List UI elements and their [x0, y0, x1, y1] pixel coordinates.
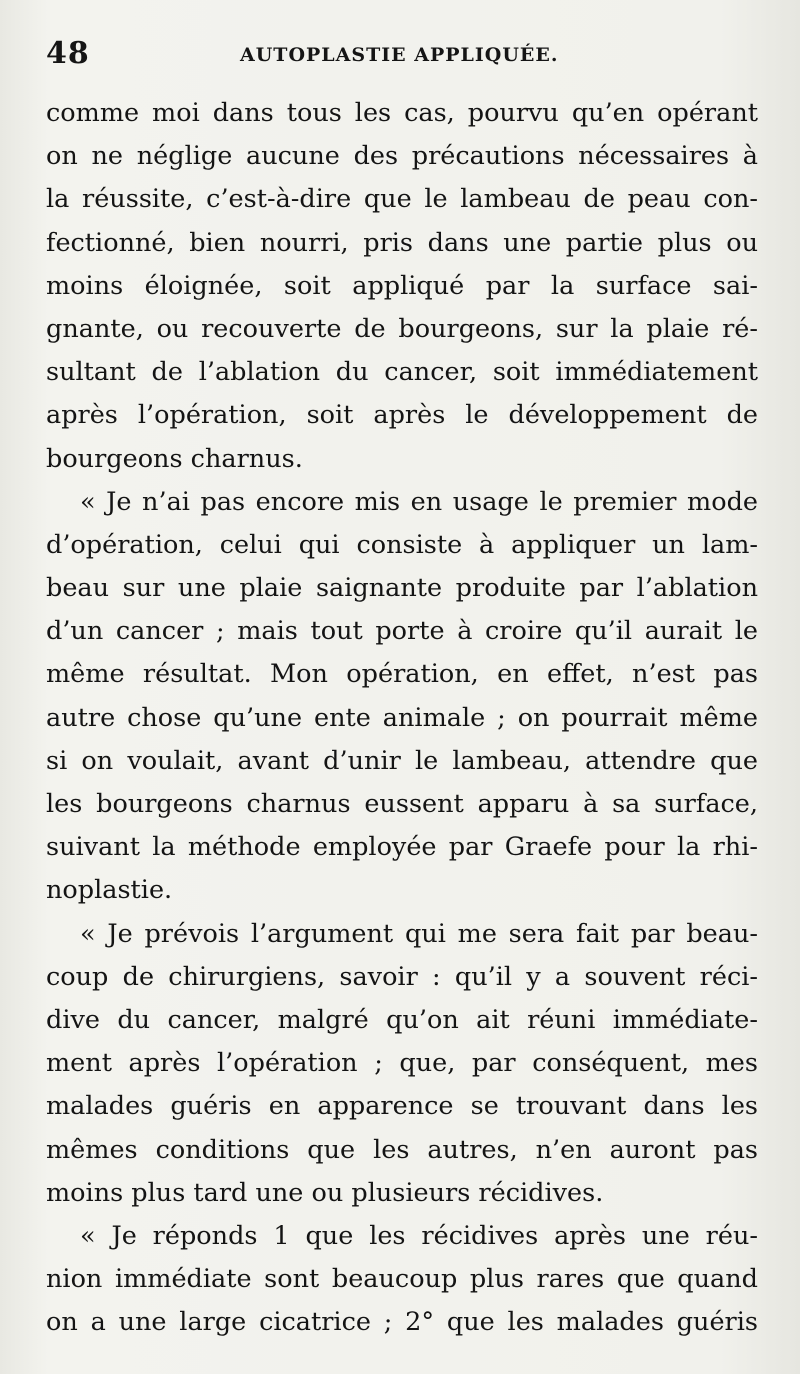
page-header [46, 36, 758, 76]
running-head: AUTOPLASTIE APPLIQUÉE. [240, 44, 559, 66]
text-line: d’opération, celui qui consiste à appliquer un lam- [46, 529, 758, 560]
body-text [46, 92, 758, 1344]
text-line: sultant de l’ablation du cancer, soit immédiatement [46, 357, 758, 388]
text-line: suivant la méthode employée par Graefe pour la rhi- [46, 832, 758, 863]
text-line: gnante, ou recouverte de bourgeons, sur la plaie ré- [46, 313, 758, 344]
text-line: si on voulait, avant d’unir le lambeau, attendre que [46, 745, 758, 776]
text-line: « Je prévois l’argument qui me sera fait par beau- [80, 918, 758, 949]
text-line: moins plus tard une ou plusieurs récidives. [46, 1177, 604, 1208]
text-line: même résultat. Mon opération, en effet, n’est pas [46, 659, 758, 690]
text-line: la réussite, c’est-à-dire que le lambeau de peau con- [46, 184, 758, 215]
text-line: on a une large cicatrice ; 2° que les malades guéris [46, 1307, 758, 1338]
text-line: « Je réponds 1 que les récidives après une réu- [80, 1220, 758, 1251]
text-line: beau sur une plaie saignante produite par l’ablation [46, 573, 758, 604]
text-line: les bourgeons charnus eussent apparu à sa surface, [46, 789, 758, 819]
text-line: mêmes conditions que les autres, n’en auront pas [46, 1134, 758, 1165]
page-number: 48 [46, 36, 90, 71]
text-line: coup de chirurgiens, savoir : qu’il y a souvent réci- [46, 961, 758, 992]
text-line: d’un cancer ; mais tout porte à croire qu’il aurait le [46, 616, 758, 647]
text-line: autre chose qu’une ente animale ; on pourrait même [46, 702, 758, 733]
text-line: moins éloignée, soit appliqué par la surface sai- [46, 270, 758, 301]
text-line: « Je n’ai pas encore mis en usage le premier mode [80, 486, 758, 517]
text-line: on ne néglige aucune des précautions nécessaires à [46, 141, 758, 172]
text-line: bourgeons charnus. [46, 443, 303, 474]
text-line: comme moi dans tous les cas, pourvu qu’en opérant [46, 98, 758, 128]
text-line: noplastie. [46, 875, 173, 906]
text-line: nion immédiate sont beaucoup plus rares que quand [46, 1264, 758, 1295]
text-line: fectionné, bien nourri, pris dans une partie plus ou [46, 227, 758, 258]
text-line: après l’opération, soit après le développement de [46, 400, 758, 431]
text-line: dive du cancer, malgré qu’on ait réuni immédiate- [46, 1004, 758, 1035]
text-line: malades guéris en apparence se trouvant dans les [46, 1091, 758, 1122]
text-line: ment après l’opération ; que, par conséquent, mes [46, 1048, 758, 1079]
